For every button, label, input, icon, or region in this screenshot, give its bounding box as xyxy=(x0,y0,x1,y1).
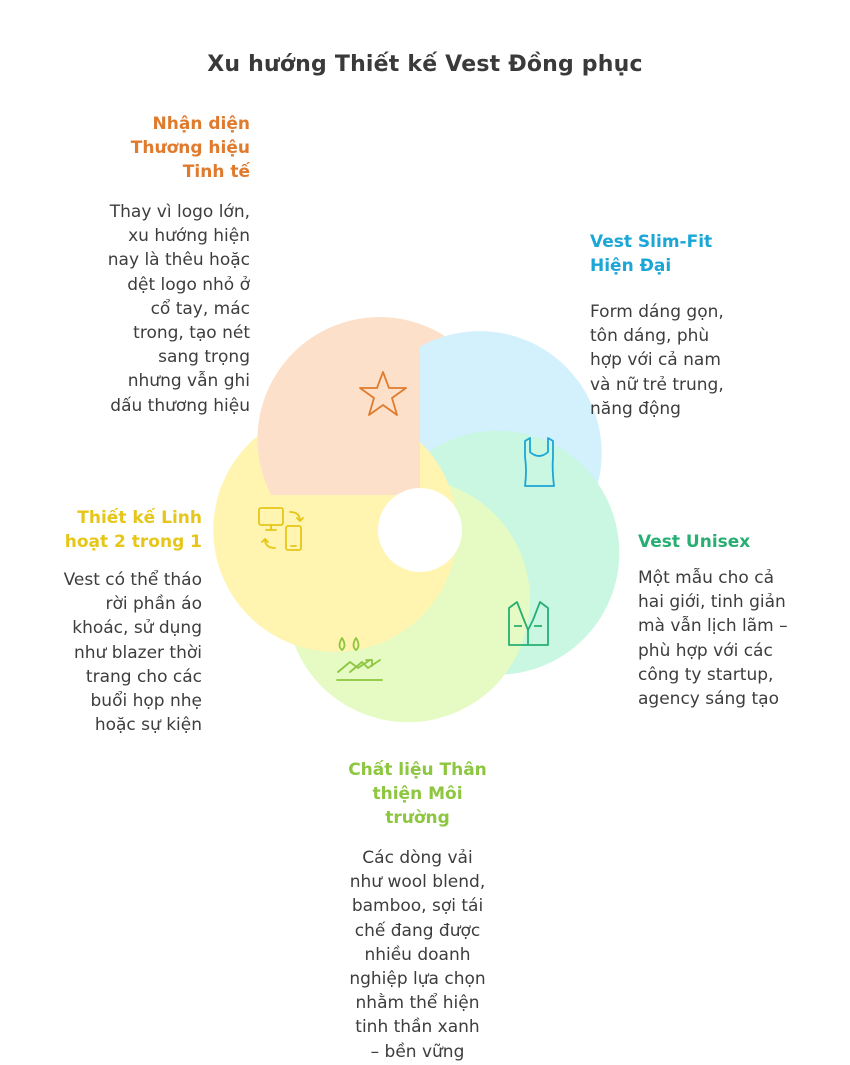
item-material-desc xyxy=(300,846,535,1064)
desc-line: rời phần áo xyxy=(105,594,202,615)
item-flexible xyxy=(12,506,202,737)
item-material xyxy=(300,758,535,1064)
item-slimfit-heading xyxy=(590,230,830,278)
item-branding-desc xyxy=(40,200,250,418)
desc-line: xu hướng hiện xyxy=(128,226,250,247)
heading-line: Thiết kế Linh xyxy=(77,508,202,528)
desc-line: nay là thêu hoặc xyxy=(107,250,250,271)
desc-line: nhưng vẫn ghi xyxy=(127,371,250,392)
item-flexible-heading xyxy=(12,506,202,554)
item-unisex-desc xyxy=(638,566,843,711)
item-unisex xyxy=(638,530,843,711)
desc-line: như wool blend, xyxy=(349,872,486,893)
desc-line: nhằm thể hiện xyxy=(355,993,480,1014)
desc-line: Form dáng gọn, xyxy=(590,302,724,322)
desc-line: trong, tạo nét xyxy=(133,323,250,344)
desc-line: dấu thương hiệu xyxy=(110,395,250,416)
desc-line: sang trọng xyxy=(158,347,250,368)
heading-line: trường xyxy=(385,808,450,828)
desc-line: hoặc sự kiện xyxy=(94,715,202,736)
desc-line: chế đang được xyxy=(354,920,481,941)
desc-line: công ty startup, xyxy=(638,664,774,685)
desc-line: Các dòng vải xyxy=(362,848,473,868)
item-slimfit xyxy=(590,230,830,421)
desc-line: tinh thần xanh xyxy=(355,1017,480,1038)
item-flexible-desc xyxy=(12,568,202,737)
item-branding xyxy=(40,112,250,418)
heading-line: Chất liệu Thân xyxy=(348,760,487,780)
desc-line: bamboo, sợi tái xyxy=(351,896,484,917)
desc-line: khoác, sử dụng xyxy=(72,618,202,639)
desc-line: buổi họp nhẹ xyxy=(90,691,202,712)
heading-line: Thương hiệu xyxy=(130,138,250,158)
desc-line: Thay vì logo lớn, xyxy=(109,202,250,222)
heading-line: hoạt 2 trong 1 xyxy=(64,532,202,552)
desc-line: hai giới, tinh giản xyxy=(638,592,786,613)
item-slimfit-desc xyxy=(590,300,830,421)
desc-line: như blazer thời xyxy=(74,642,202,663)
desc-line: Vest có thể tháo xyxy=(63,570,202,590)
desc-line: – bền vững xyxy=(370,1041,465,1062)
heading-line: Vest Unisex xyxy=(638,532,751,552)
desc-line: dệt logo nhỏ ở xyxy=(127,274,250,295)
desc-line: cổ tay, mác xyxy=(150,298,250,319)
desc-line: nghiệp lựa chọn xyxy=(349,969,486,990)
heading-line: Hiện Đại xyxy=(590,256,672,276)
desc-line: mà vẫn lịch lãm – xyxy=(638,616,788,637)
desc-line: nhiều doanh xyxy=(364,944,471,965)
heading-line: Nhận diện xyxy=(152,114,250,134)
desc-line: năng động xyxy=(590,398,681,419)
desc-line: tôn dáng, phù xyxy=(590,326,710,347)
desc-line: trang cho các xyxy=(85,666,202,687)
page-title: Xu hướng Thiết kế Vest Đồng phục xyxy=(207,52,643,77)
desc-line: agency sáng tạo xyxy=(638,689,779,710)
desc-line: Một mẫu cho cả xyxy=(638,568,774,588)
item-unisex-heading xyxy=(638,530,843,554)
desc-line: phù hợp với các xyxy=(638,640,773,661)
center-hole xyxy=(378,488,462,572)
desc-line: hợp với cả nam xyxy=(590,350,721,371)
heading-line: thiện Môi xyxy=(372,784,463,804)
desc-line: và nữ trẻ trung, xyxy=(590,374,724,395)
heading-line: Vest Slim-Fit xyxy=(590,232,713,252)
item-branding-heading xyxy=(40,112,250,184)
item-material-heading xyxy=(300,758,535,830)
heading-line: Tinh tế xyxy=(182,162,250,182)
